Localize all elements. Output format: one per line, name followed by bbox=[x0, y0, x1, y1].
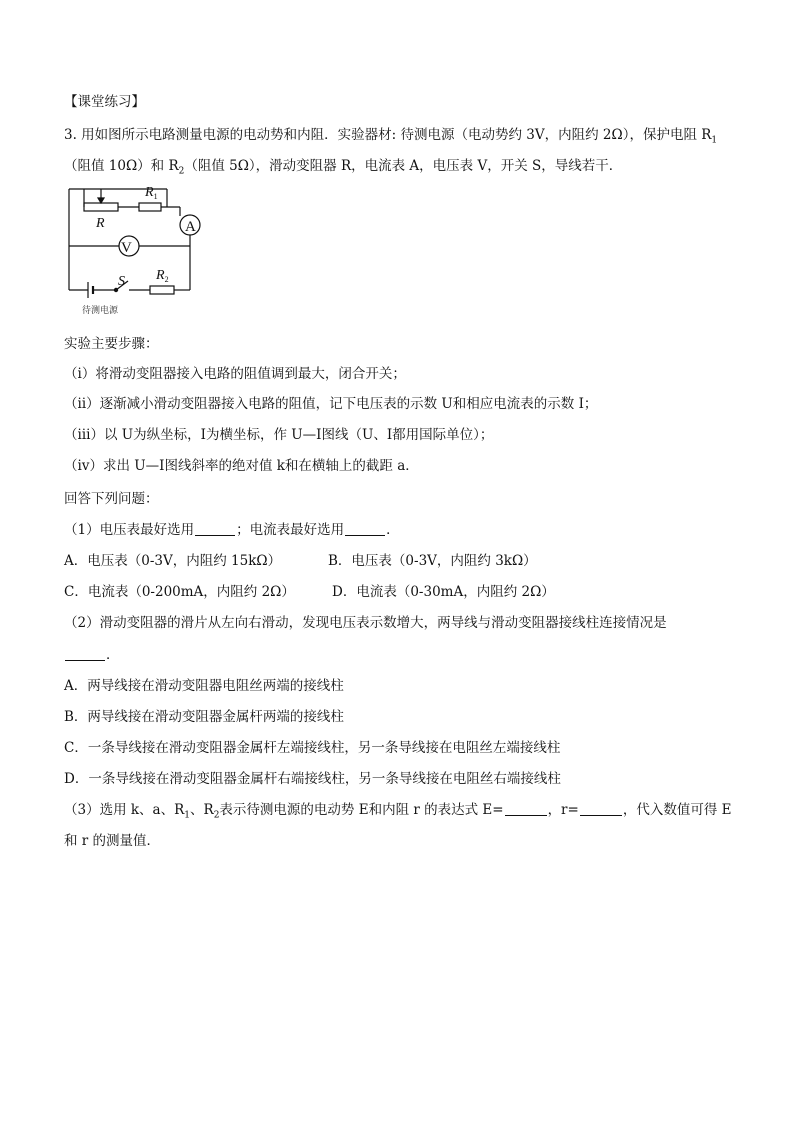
sub3-text-c: ，r= bbox=[547, 802, 579, 818]
sub3-question bbox=[64, 800, 731, 826]
sub3-text-d: ，代入数值可得 E bbox=[622, 802, 732, 818]
q3-line2-sub: 2 bbox=[178, 166, 185, 177]
q3-line1-sub: 1 bbox=[711, 135, 718, 146]
label-s: S bbox=[118, 274, 125, 289]
label-source: 待测电源 bbox=[82, 306, 119, 316]
sub1-text-a: （1）电压表最好选用 bbox=[64, 522, 195, 538]
sub3-line2: 和 r 的测量值． bbox=[64, 833, 161, 849]
steps-title: 实验主要步骤： bbox=[64, 336, 159, 352]
sub1-text-c: ． bbox=[386, 522, 400, 538]
sub2-choice-d: D．一条导线接在滑动变阻器金属杆右端接线柱，另一条导线接在电阻丝右端接线柱 bbox=[64, 771, 561, 787]
q3-line1 bbox=[64, 125, 717, 151]
step-3: （ⅲ）以 U为纵坐标，I为横坐标，作 U—I图线（U、I都用国际单位）； bbox=[64, 427, 494, 443]
section-title: 【课堂练习】 bbox=[64, 94, 145, 110]
sub3-sub2: 2 bbox=[213, 810, 220, 821]
label-v: V bbox=[121, 240, 132, 256]
sub2-answer-line bbox=[64, 645, 120, 665]
step-2: （ⅱ）逐渐减小滑动变阻器接入电路的阻值，记下电压表的示数 U和相应电流表的示数 I； bbox=[64, 396, 598, 412]
q3-line2-a: （阻值 10Ω）和 R bbox=[64, 158, 179, 174]
sub2-choice-b: B．两导线接在滑动变阻器金属杆两端的接线柱 bbox=[64, 709, 344, 725]
rheostat-arrow bbox=[98, 198, 104, 203]
resistor-r2 bbox=[150, 286, 174, 294]
q3-line1-text: 3. 用如图所示电路测量电源的电动势和内阻．实验器材: 待测电源（电动势约 3V，内阻约 2Ω），保护电阻 R bbox=[64, 127, 712, 143]
sub2-end: ． bbox=[106, 647, 120, 663]
rheostat-body bbox=[84, 203, 118, 211]
sub3-mid: 、R bbox=[190, 802, 214, 818]
sub3-blank-e[interactable] bbox=[505, 801, 547, 816]
label-r2: $R_2$ bbox=[156, 268, 169, 284]
answer-title: 回答下列问题： bbox=[64, 491, 159, 507]
q3-line2-b: （阻值 5Ω），滑动变阻器 R，电流表 A，电压表 V，开关 S，导线若干． bbox=[184, 158, 623, 174]
label-r1: $R_1$ bbox=[145, 185, 158, 201]
sub1-choice-c: C．电流表（0-200mA，内阻约 2Ω） bbox=[64, 584, 295, 600]
sub3-sub1: 1 bbox=[184, 810, 191, 821]
sub3-blank-r[interactable] bbox=[580, 801, 622, 816]
circuit-diagram bbox=[62, 180, 212, 318]
q3-line2 bbox=[64, 156, 622, 182]
sub1-blank-2[interactable] bbox=[345, 521, 385, 536]
sub2-question: （2）滑动变阻器的滑片从左向右滑动，发现电压表示数增大，两导线与滑动变阻器接线柱连接情况是 bbox=[64, 615, 667, 631]
sub1-blank-1[interactable] bbox=[195, 521, 235, 536]
sub3-text-a: （3）选用 k、a、R bbox=[64, 802, 185, 818]
step-4: （ⅳ）求出 U—I图线斜率的绝对值 k和在横轴上的截距 a． bbox=[64, 458, 419, 474]
sub2-choice-a: A．两导线接在滑动变阻器电阻丝两端的接线柱 bbox=[64, 678, 344, 694]
sub3-text-b: 表示待测电源的电动势 E和内阻 r 的表达式 E= bbox=[219, 802, 504, 818]
sub1-choice-a: A．电压表（0-3V，内阻约 15kΩ） bbox=[64, 553, 282, 569]
sub2-blank[interactable] bbox=[65, 646, 105, 661]
label-a: A bbox=[185, 219, 196, 235]
sub1-choice-d: D．电流表（0-30mA，内阻约 2Ω） bbox=[332, 584, 555, 600]
sub1-text-b: ；电流表最好选用 bbox=[236, 522, 345, 538]
sub2-choice-c: C．一条导线接在滑动变阻器金属杆左端接线柱，另一条导线接在电阻丝左端接线柱 bbox=[64, 740, 561, 756]
sub1-question bbox=[64, 520, 400, 540]
step-1: （ⅰ）将滑动变阻器接入电路的阻值调到最大，闭合开关； bbox=[64, 366, 406, 382]
resistor-r1 bbox=[139, 203, 161, 211]
label-r: R bbox=[96, 216, 105, 231]
sub1-choice-b: B．电压表（0-3V，内阻约 3kΩ） bbox=[328, 553, 537, 569]
